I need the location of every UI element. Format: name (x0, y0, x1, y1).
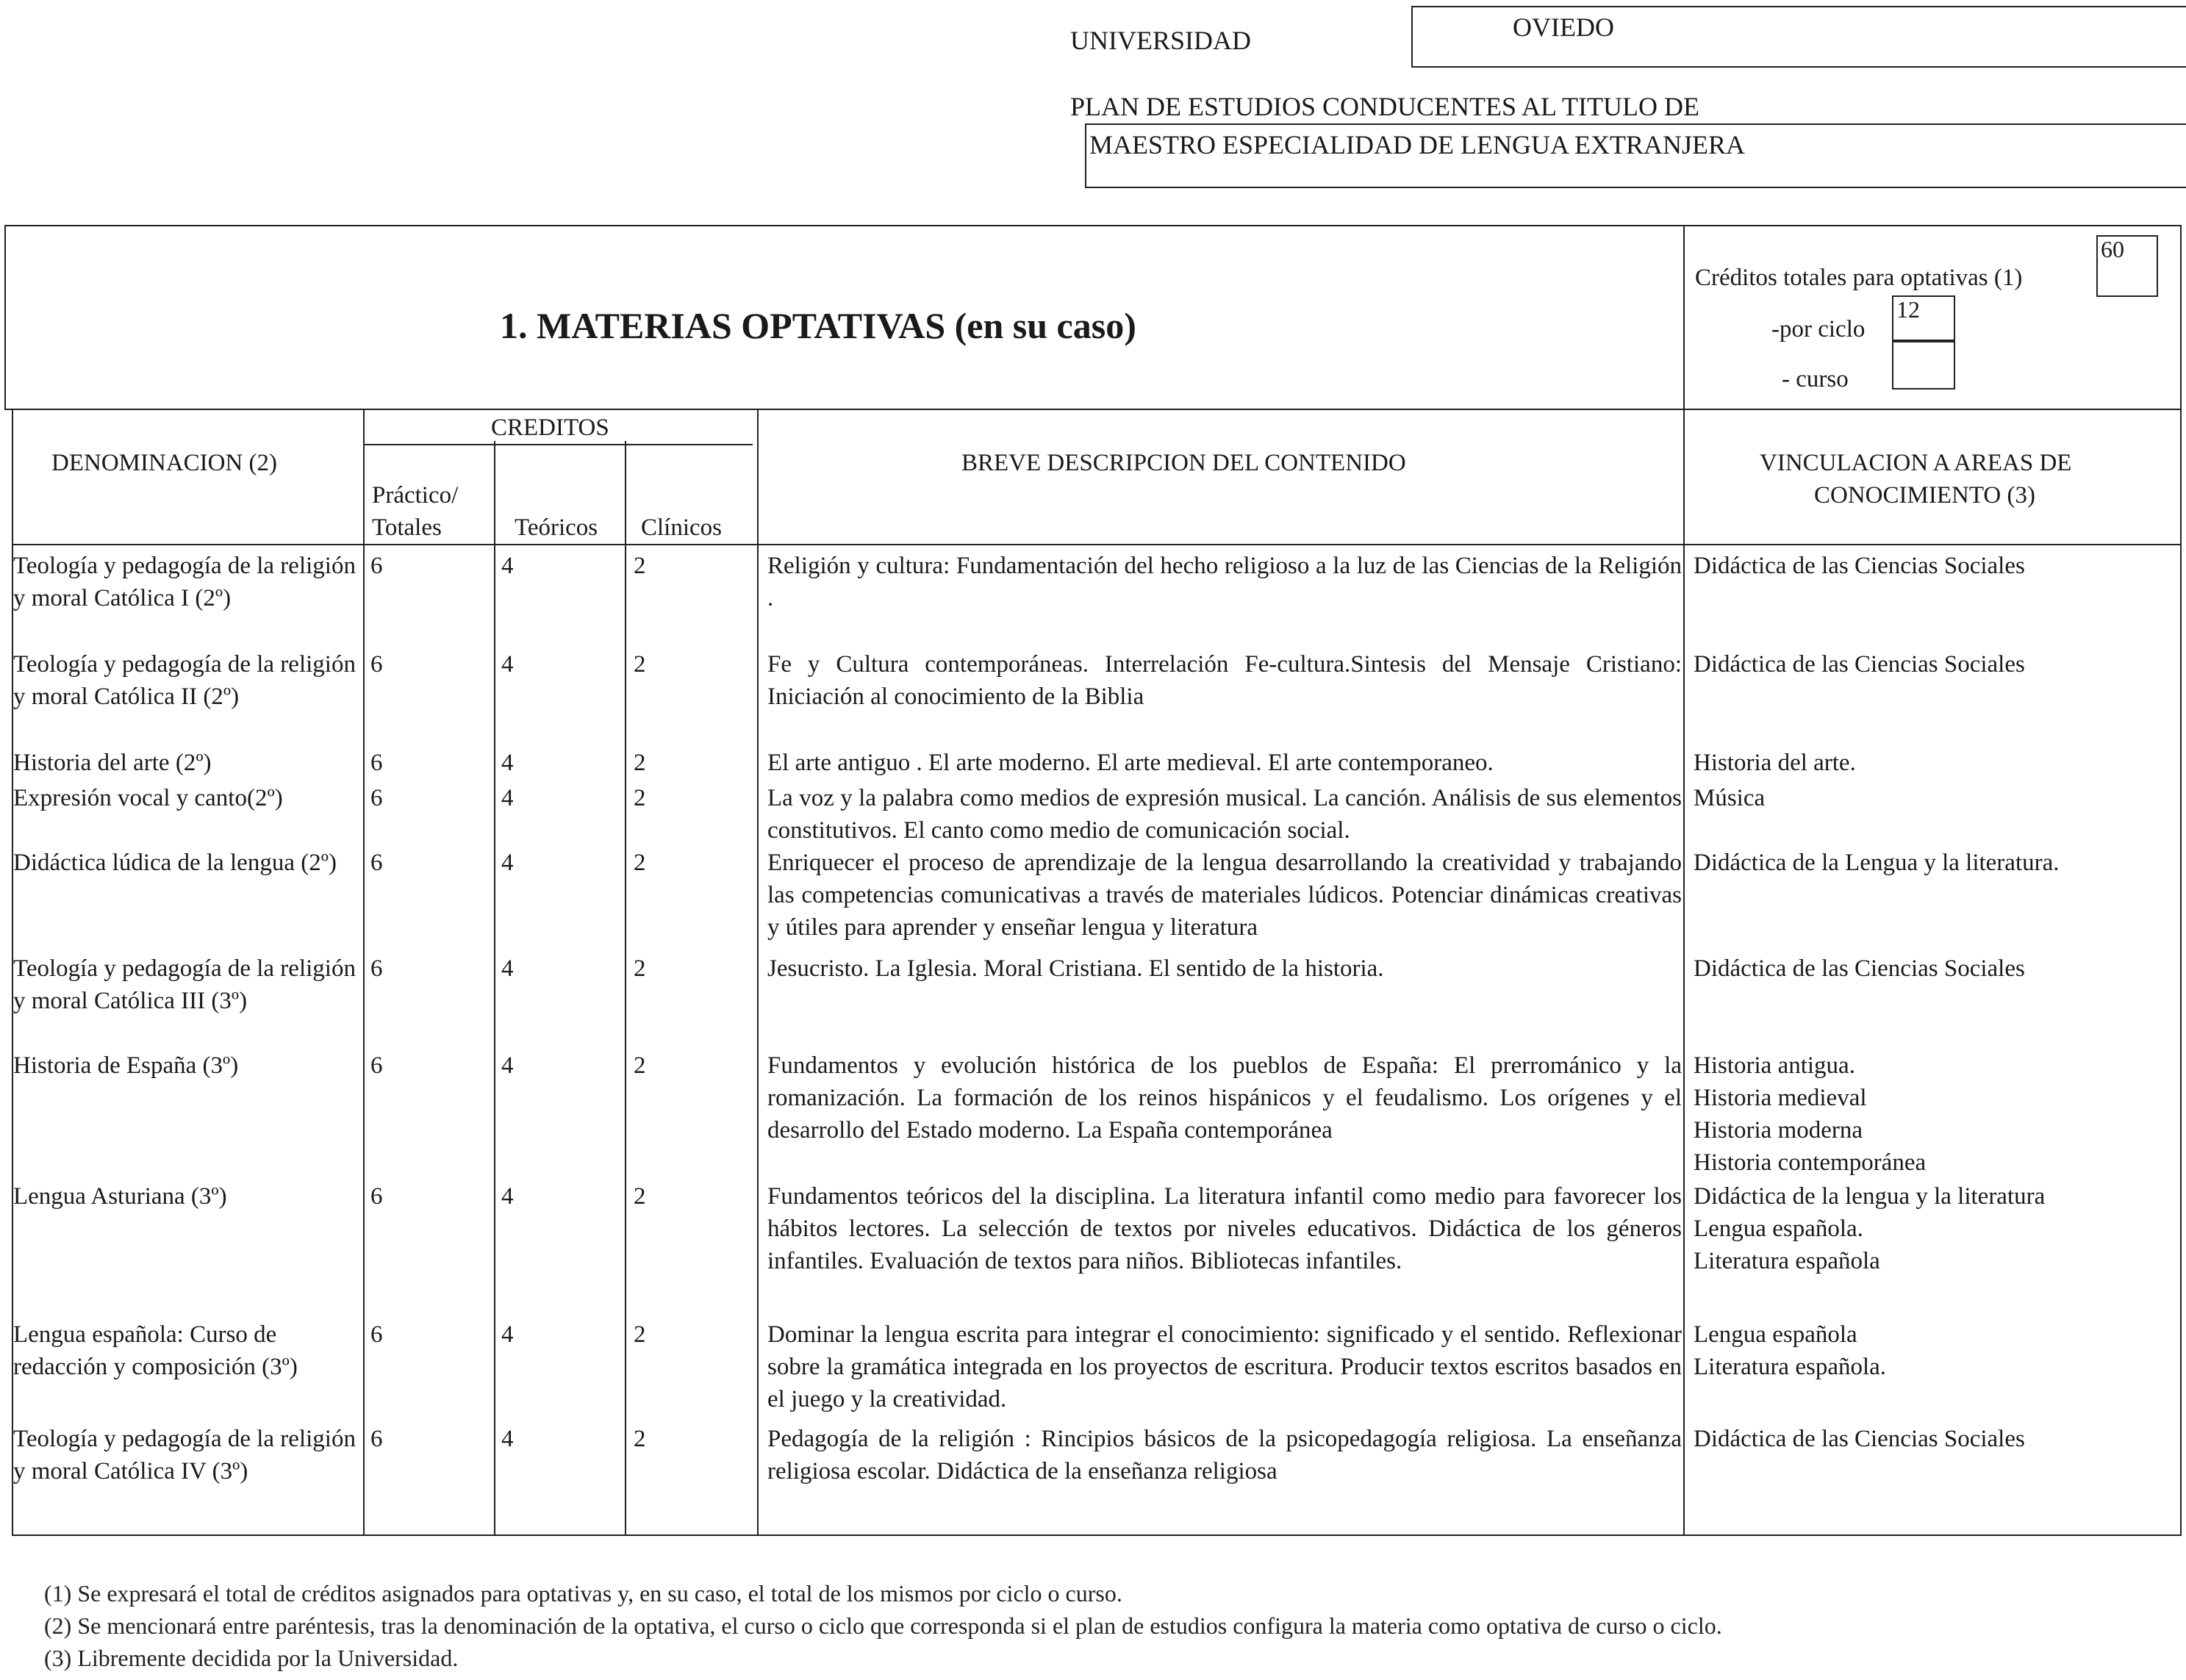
row-denominacion: Teología y pedagogía de la religión y moral Católica II (2º) (13, 651, 356, 710)
university-name: OVIEDO (1513, 12, 1614, 42)
row-credits-practicos: 2 (634, 850, 646, 876)
row-areas: Historia del arte. (1694, 750, 1856, 776)
row-denominacion: Didáctica lúdica de la lengua (2º) (13, 850, 337, 876)
row-credits-total: 6 (370, 1052, 383, 1079)
per-cycle-value: 12 (1892, 295, 1955, 341)
row-credits-total: 6 (370, 1183, 383, 1210)
header-descripcion: BREVE DESCRIPCION DEL CONTENIDO (961, 450, 1406, 476)
row-credits-total: 6 (370, 1426, 383, 1452)
row-credits-total: 6 (370, 651, 383, 678)
row-credits-teoricos: 4 (501, 955, 514, 982)
header-practico: Práctico/ (372, 482, 459, 509)
row-denominacion: Teología y pedagogía de la religión y moral Católica I (2º) (13, 553, 356, 611)
section-divider (1683, 225, 1685, 410)
row-credits-practicos: 2 (634, 750, 646, 776)
credits-total-value: 60 (2096, 235, 2158, 297)
section-title: 1. MATERIAS OPTATIVAS (en su caso) (500, 305, 1136, 346)
row-areas: Didáctica de la lengua y la literatura Lengua española. Literatura española (1694, 1183, 2046, 1274)
row-denominacion: Historia del arte (2º) (13, 750, 212, 776)
row-areas: Didáctica de las Ciencias Sociales (1694, 1426, 2025, 1452)
row-credits-practicos: 2 (634, 1426, 646, 1452)
row-credits-total: 6 (370, 750, 383, 776)
row-credits-teoricos: 4 (501, 850, 514, 876)
row-description: El arte antiguo . El arte moderno. El arte medieval. El arte contemporaneo. (767, 750, 1494, 776)
row-credits-teoricos: 4 (501, 1426, 514, 1452)
header-bottom-rule (12, 544, 2182, 545)
row-credits-practicos: 2 (634, 785, 646, 811)
row-areas: Didáctica de las Ciencias Sociales (1694, 553, 2025, 579)
row-credits-total: 6 (370, 553, 383, 579)
row-areas: Música (1694, 785, 1766, 811)
header-clinicos: Clínicos (641, 514, 723, 541)
row-credits-total: 6 (370, 955, 383, 982)
row-credits-practicos: 2 (634, 553, 646, 579)
per-course-value (1892, 341, 1955, 390)
row-denominacion: Teología y pedagogía de la religión y moral Católica IV (3º) (13, 1426, 356, 1485)
row-denominacion: Historia de España (3º) (13, 1052, 239, 1079)
col-line-2 (494, 441, 495, 1536)
row-areas: Historia antigua. Historia medieval Historia moderna Historia contemporánea (1694, 1052, 1927, 1176)
header-teoricos: Teóricos (515, 514, 598, 541)
row-description: Fundamentos y evolución histórica de los pueblos de España: El prerrománico y la romanización. La formación de los reinos hispánicos y el feudalismo. Los orígenes y el desarrollo del Estado moderno. La España contemporánea (767, 1052, 1682, 1144)
row-credits-practicos: 2 (634, 955, 646, 982)
header-denominacion: DENOMINACION (2) (51, 450, 278, 476)
row-areas: Didáctica de las Ciencias Sociales (1694, 955, 2025, 982)
row-credits-teoricos: 4 (501, 553, 514, 579)
row-description: Pedagogía de la religión : Rincipios básicos de la psicopedagogía religiosa. La enseñanza religiosa escolar. Didáctica de la enseñanza religiosa (767, 1426, 1682, 1485)
header-creditos: CREDITOS (491, 414, 609, 441)
row-areas: Lengua española Literatura española. (1694, 1321, 1887, 1380)
row-areas: Didáctica de la Lengua y la literatura. (1694, 850, 2060, 876)
row-credits-total: 6 (370, 785, 383, 811)
university-name-box (1411, 6, 2186, 68)
row-credits-total: 6 (370, 850, 383, 876)
row-credits-teoricos: 4 (501, 651, 514, 678)
footnote-2: (2) Se mencionará entre paréntesis, tras la denominación de la optativa, el curso o ciclo que corresponda si el plan de estudios configura la materia como optativa de curso o ciclo. (44, 1612, 1722, 1639)
per-cycle-label: -por ciclo (1771, 316, 1866, 342)
col-line-4 (757, 409, 759, 1536)
row-description: Fe y Cultura contemporáneas. Interrelación Fe-cultura.Sintesis del Mensaje Cristiano: Iniciación al conocimiento de la Biblia (767, 651, 1682, 710)
header-vinculacion-1: VINCULACION A AREAS DE (1760, 450, 2072, 476)
row-credits-teoricos: 4 (501, 750, 514, 776)
row-areas: Didáctica de las Ciencias Sociales (1694, 651, 2025, 678)
row-credits-teoricos: 4 (501, 1321, 514, 1348)
row-description: Fundamentos teóricos del la disciplina. La literatura infantil como medio para favorecer los hábitos lectores. La selección de textos por niveles educativos. Didáctica de los géneros infantiles. Evaluación de textos para niños. Bibliotecas infantiles. (767, 1183, 1682, 1274)
row-description: Religión y cultura: Fundamentación del hecho religioso a la luz de las Ciencias de la Religión . (767, 553, 1682, 611)
row-credits-practicos: 2 (634, 1183, 646, 1210)
footnote-3: (3) Libremente decidida por la Universidad. (44, 1645, 459, 1671)
col-line-1 (363, 409, 365, 1536)
footnote-1: (1) Se expresará el total de créditos asignados para optativas y, en su caso, el total de los mismos por ciclo o curso. (44, 1580, 1122, 1607)
university-label: UNIVERSIDAD (1070, 26, 1251, 55)
col-line-3 (625, 441, 626, 1536)
plan-label: PLAN DE ESTUDIOS CONDUCENTES AL TITULO DE (1070, 92, 1699, 121)
row-description: Jesucristo. La Iglesia. Moral Cristiana. El sentido de la historia. (767, 955, 1384, 982)
row-credits-teoricos: 4 (501, 785, 514, 811)
row-denominacion: Lengua española: Curso de redacción y composición (3º) (13, 1321, 298, 1380)
header-totales: Totales (372, 514, 442, 541)
degree-box (1085, 123, 2186, 188)
row-credits-practicos: 2 (634, 651, 646, 678)
row-credits-practicos: 2 (634, 1321, 646, 1348)
row-credits-teoricos: 4 (501, 1052, 514, 1079)
row-description: Dominar la lengua escrita para integrar el conocimiento: significado y el sentido. Reflexionar sobre la gramática integrada en los proyectos de escritura. Producir textos escritos basados en el juego y la creatividad. (767, 1321, 1682, 1412)
row-description: La voz y la palabra como medios de expresión musical. La canción. Análisis de sus elementos constitutivos. El canto como medio de comunicación social. (767, 785, 1682, 844)
creditos-underline (363, 444, 753, 445)
col-line-5 (1683, 409, 1685, 1536)
row-denominacion: Lengua Asturiana (3º) (13, 1183, 227, 1210)
row-credits-total: 6 (370, 1321, 383, 1348)
row-credits-practicos: 2 (634, 1052, 646, 1079)
row-description: Enriquecer el proceso de aprendizaje de la lengua desarrollando la creatividad y trabajando las competencias comunicativas a través de materiales lúdicos. Potenciar dinámicas creativas y útiles para aprender y enseñar lengua y literatura (767, 850, 1682, 941)
degree-title: MAESTRO ESPECIALIDAD DE LENGUA EXTRANJERA (1089, 130, 1745, 159)
per-course-label: - curso (1782, 366, 1849, 392)
header-vinculacion-2: CONOCIMIENTO (3) (1814, 482, 2035, 509)
row-denominacion: Teología y pedagogía de la religión y moral Católica III (3º) (13, 955, 356, 1014)
row-credits-teoricos: 4 (501, 1183, 514, 1210)
credits-total-label: Créditos totales para optativas (1) (1695, 265, 2023, 291)
row-denominacion: Expresión vocal y canto(2º) (13, 785, 283, 811)
